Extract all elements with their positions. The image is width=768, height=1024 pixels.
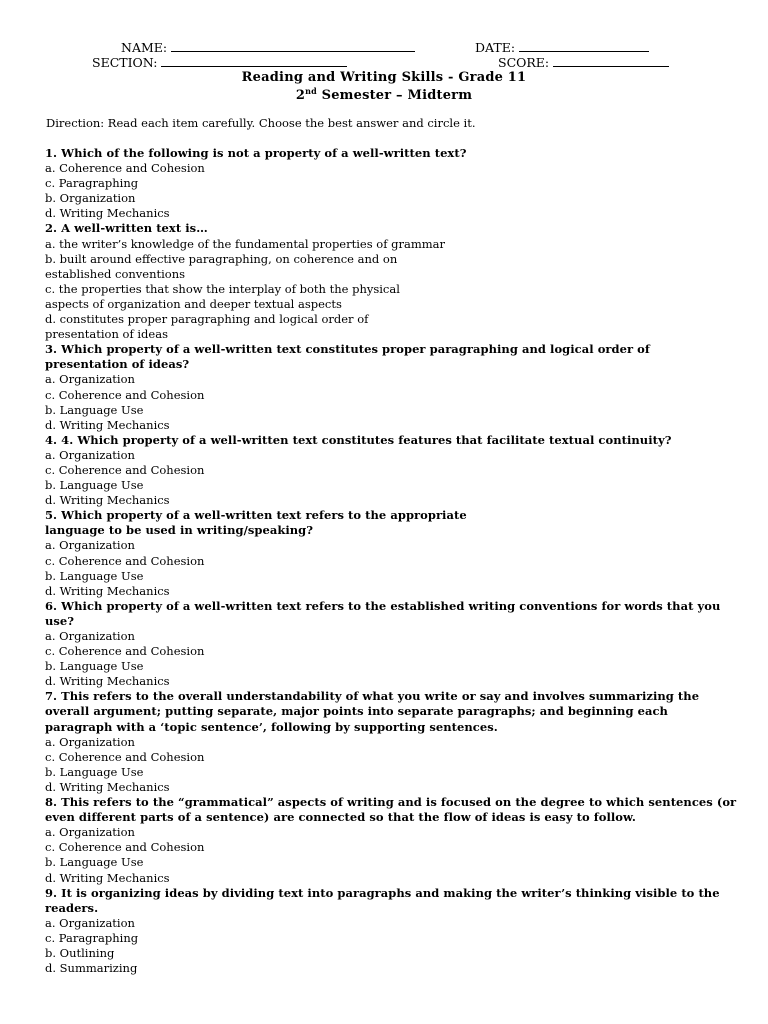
- question-text: 7. This refers to the overall understandability of what you write or say and involves summarizing the: [45, 689, 700, 704]
- date-field: [475, 40, 649, 55]
- answer-option[interactable]: d. Writing Mechanics: [45, 583, 170, 598]
- semester-number: 2: [295, 88, 306, 103]
- answer-option[interactable]: b. Organization: [45, 191, 136, 206]
- question-text: 6. Which property of a well-written text refers to the established writing conventions for words that you: [45, 598, 721, 613]
- answer-option[interactable]: d. Writing Mechanics: [45, 417, 170, 432]
- answer-option[interactable]: established conventions: [45, 266, 186, 281]
- answer-option[interactable]: d. Summarizing: [45, 961, 138, 976]
- exam-subtitle: [0, 86, 768, 103]
- answer-option[interactable]: a. the writer’s knowledge of the fundamental properties of grammar: [45, 236, 445, 251]
- question-text: 3. Which property of a well-written text constitutes proper paragraphing and logical order of: [45, 342, 650, 357]
- answer-option[interactable]: aspects of organization and deeper textual aspects: [45, 296, 342, 311]
- question-text: presentation of ideas?: [45, 357, 190, 372]
- answer-option[interactable]: a. Organization: [45, 915, 135, 930]
- name-field: [121, 40, 415, 55]
- answer-option[interactable]: b. Language Use: [45, 478, 144, 493]
- name-blank: [171, 40, 415, 52]
- answer-option[interactable]: c. Coherence and Cohesion: [45, 387, 205, 402]
- section-label: SECTION:: [92, 55, 158, 70]
- question-text: paragraph with a ‘topic sentence’, following by supporting sentences.: [45, 719, 498, 734]
- exam-title: Reading and Writing Skills - Grade 11: [241, 70, 527, 85]
- name-label: NAME:: [121, 40, 168, 55]
- answer-option[interactable]: c. Paragraphing: [45, 176, 139, 191]
- question-text: 4. 4. Which property of a well-written text constitutes features that facilitate textual continuity?: [45, 432, 672, 447]
- answer-option[interactable]: d. Writing Mechanics: [45, 779, 170, 794]
- section-blank: [161, 55, 347, 67]
- question-text: 2. A well-written text is…: [45, 221, 208, 236]
- answer-option[interactable]: c. the properties that show the interplay of both the physical: [45, 281, 400, 296]
- answer-option[interactable]: a. Organization: [45, 538, 135, 553]
- answer-option[interactable]: b. Outlining: [45, 945, 115, 960]
- answer-option[interactable]: b. Language Use: [45, 855, 144, 870]
- answer-option[interactable]: a. Coherence and Cohesion: [45, 161, 205, 176]
- directions-text: Direction: Read each item carefully. Choose the best answer and circle it.: [46, 116, 476, 130]
- answer-option[interactable]: b. Language Use: [45, 568, 144, 583]
- date-blank: [519, 40, 649, 52]
- date-label: DATE:: [475, 40, 516, 55]
- question-text: use?: [45, 613, 75, 628]
- semester-ordinal: nd: [305, 86, 317, 96]
- question-text: 8. This refers to the “grammatical” aspects of writing and is focused on the degree to which sentences (or: [45, 795, 737, 810]
- answer-option[interactable]: d. Writing Mechanics: [45, 493, 170, 508]
- answer-option[interactable]: c. Paragraphing: [45, 930, 139, 945]
- answer-option[interactable]: d. Writing Mechanics: [45, 206, 170, 221]
- answer-option[interactable]: c. Coherence and Cohesion: [45, 553, 205, 568]
- question-text: overall argument; putting separate, major points into separate paragraphs; and beginning each: [45, 704, 668, 719]
- question-text: even different parts of a sentence) are connected so that the flow of ideas is easy to follow.: [45, 810, 636, 825]
- answer-option[interactable]: presentation of ideas: [45, 327, 168, 342]
- answer-option[interactable]: d. Writing Mechanics: [45, 674, 170, 689]
- question-text: language to be used in writing/speaking?: [45, 523, 314, 538]
- answer-option[interactable]: c. Coherence and Cohesion: [45, 749, 205, 764]
- questions-list: [45, 146, 737, 976]
- answer-option[interactable]: a. Organization: [45, 447, 135, 462]
- score-field: [498, 55, 669, 70]
- question-text: 1. Which of the following is not a property of a well-written text?: [45, 146, 467, 160]
- answer-option[interactable]: d. constitutes proper paragraphing and logical order of: [45, 312, 369, 327]
- answer-option[interactable]: a. Organization: [45, 372, 135, 387]
- section-field: [92, 55, 347, 70]
- answer-option[interactable]: c. Coherence and Cohesion: [45, 840, 205, 855]
- question-text: 9. It is organizing ideas by dividing text into paragraphs and making the writer’s thinking visible to the: [45, 885, 720, 900]
- score-label: SCORE:: [498, 55, 550, 70]
- answer-option[interactable]: b. Language Use: [45, 764, 144, 779]
- question-text: 5. Which property of a well-written text refers to the appropriate: [45, 508, 467, 523]
- answer-option[interactable]: a. Organization: [45, 825, 135, 840]
- semester-text: Semester – Midterm: [316, 88, 473, 103]
- answer-option[interactable]: b. Language Use: [45, 402, 144, 417]
- answer-option[interactable]: c. Coherence and Cohesion: [45, 462, 205, 477]
- answer-option[interactable]: a. Organization: [45, 734, 135, 749]
- answer-option[interactable]: b. Language Use: [45, 659, 144, 674]
- score-blank: [553, 55, 669, 67]
- answer-option[interactable]: c. Coherence and Cohesion: [45, 644, 205, 659]
- answer-option[interactable]: a. Organization: [45, 629, 135, 643]
- answer-option[interactable]: b. built around effective paragraphing, on coherence and on: [45, 251, 398, 266]
- question-text: readers.: [45, 900, 99, 915]
- answer-option[interactable]: d. Writing Mechanics: [45, 870, 170, 885]
